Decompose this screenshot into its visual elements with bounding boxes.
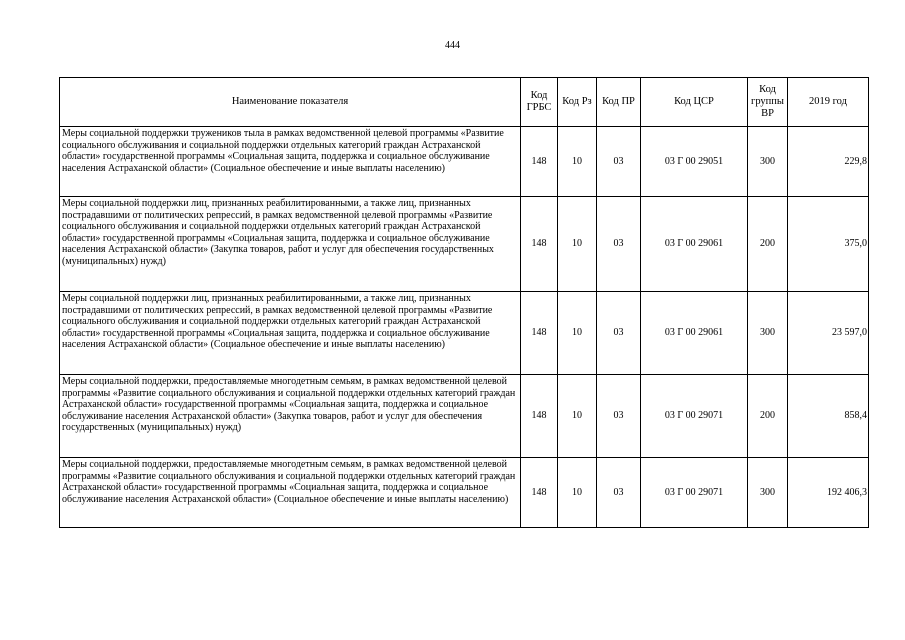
row-pr: 03 [597, 292, 641, 375]
row-name: Меры социальной поддержки, предоставляемые многодетным семьям, в рамках ведомственной целевой программы «Развитие социального обслуживания и социальной поддержки отдельных категорий граждан Астраханской области» государственной программы «Социальная защита, поддержка и социальное обслуживание населения Астраханской области» (Закупка товаров, работ и услуг для обеспечения государственных (муниципальных) нужд) [60, 375, 521, 458]
table-row [60, 375, 869, 458]
row-rz: 10 [558, 292, 597, 375]
row-amount: 375,0 [788, 197, 869, 292]
table-header-row [60, 78, 869, 127]
table-row [60, 197, 869, 292]
header-grbs: Код ГРБС [521, 78, 558, 127]
table-row [60, 292, 869, 375]
table-row [60, 458, 869, 528]
row-amount: 229,8 [788, 127, 869, 197]
row-csr: 03 Г 00 29061 [641, 292, 748, 375]
row-vr: 300 [748, 127, 788, 197]
row-grbs: 148 [521, 292, 558, 375]
row-name: Меры социальной поддержки тружеников тыла в рамках ведомственной целевой программы «Развитие социального обслуживания и социальной поддержки отдельных категорий граждан Астраханской области» государственной программы «Социальная защита, поддержка и социальное обслуживание населения Астраханской области» (Социальное обеспечение и иные выплаты населению) [60, 127, 521, 197]
row-vr: 300 [748, 292, 788, 375]
row-vr: 200 [748, 197, 788, 292]
row-rz: 10 [558, 458, 597, 528]
row-csr: 03 Г 00 29071 [641, 375, 748, 458]
row-csr: 03 Г 00 29071 [641, 458, 748, 528]
row-rz: 10 [558, 375, 597, 458]
row-rz: 10 [558, 197, 597, 292]
row-rz: 10 [558, 127, 597, 197]
row-pr: 03 [597, 197, 641, 292]
row-name: Меры социальной поддержки лиц, признанных реабилитированными, а также лиц, признанных пострадавшими от политических репрессий, в рамках ведомственной целевой программы «Развитие социального обслуживания и социальной поддержки отдельных категорий граждан Астраханской области» государственной программы «Социальная защита, поддержка и социальное обслуживание населения Астраханской области» (Закупка товаров, работ и услуг для обеспечения государственных (муниципальных) нужд) [60, 197, 521, 292]
budget-table [59, 77, 869, 528]
row-grbs: 148 [521, 127, 558, 197]
row-grbs: 148 [521, 375, 558, 458]
row-pr: 03 [597, 375, 641, 458]
header-csr: Код ЦСР [641, 78, 748, 127]
header-name: Наименование показателя [60, 78, 521, 127]
row-vr: 200 [748, 375, 788, 458]
table-row [60, 127, 869, 197]
header-rz: Код Рз [558, 78, 597, 127]
row-grbs: 148 [521, 458, 558, 528]
row-pr: 03 [597, 127, 641, 197]
page-number: 444 [445, 40, 460, 51]
row-grbs: 148 [521, 197, 558, 292]
row-amount: 858,4 [788, 375, 869, 458]
header-pr: Код ПР [597, 78, 641, 127]
row-name: Меры социальной поддержки лиц, признанных реабилитированными, а также лиц, признанных пострадавшими от политических репрессий, в рамках ведомственной целевой программы «Развитие социального обслуживания и социальной поддержки отдельных категорий граждан Астраханской области» государственной программы «Социальная защита, поддержка и социальное обслуживание населения Астраханской области» (Социальное обеспечение и иные выплаты населению) [60, 292, 521, 375]
row-amount: 192 406,3 [788, 458, 869, 528]
row-csr: 03 Г 00 29061 [641, 197, 748, 292]
row-vr: 300 [748, 458, 788, 528]
row-csr: 03 Г 00 29051 [641, 127, 748, 197]
row-name: Меры социальной поддержки, предоставляемые многодетным семьям, в рамках ведомственной целевой программы «Развитие социального обслуживания и социальной поддержки отдельных категорий граждан Астраханской области» государственной программы «Социальная защита, поддержка и социальное обслуживание населения Астраханской области» (Социальное обеспечение и иные выплаты населению) [60, 458, 521, 528]
row-amount: 23 597,0 [788, 292, 869, 375]
row-pr: 03 [597, 458, 641, 528]
header-year: 2019 год [788, 78, 869, 127]
header-vr: Код группы ВР [748, 78, 788, 127]
